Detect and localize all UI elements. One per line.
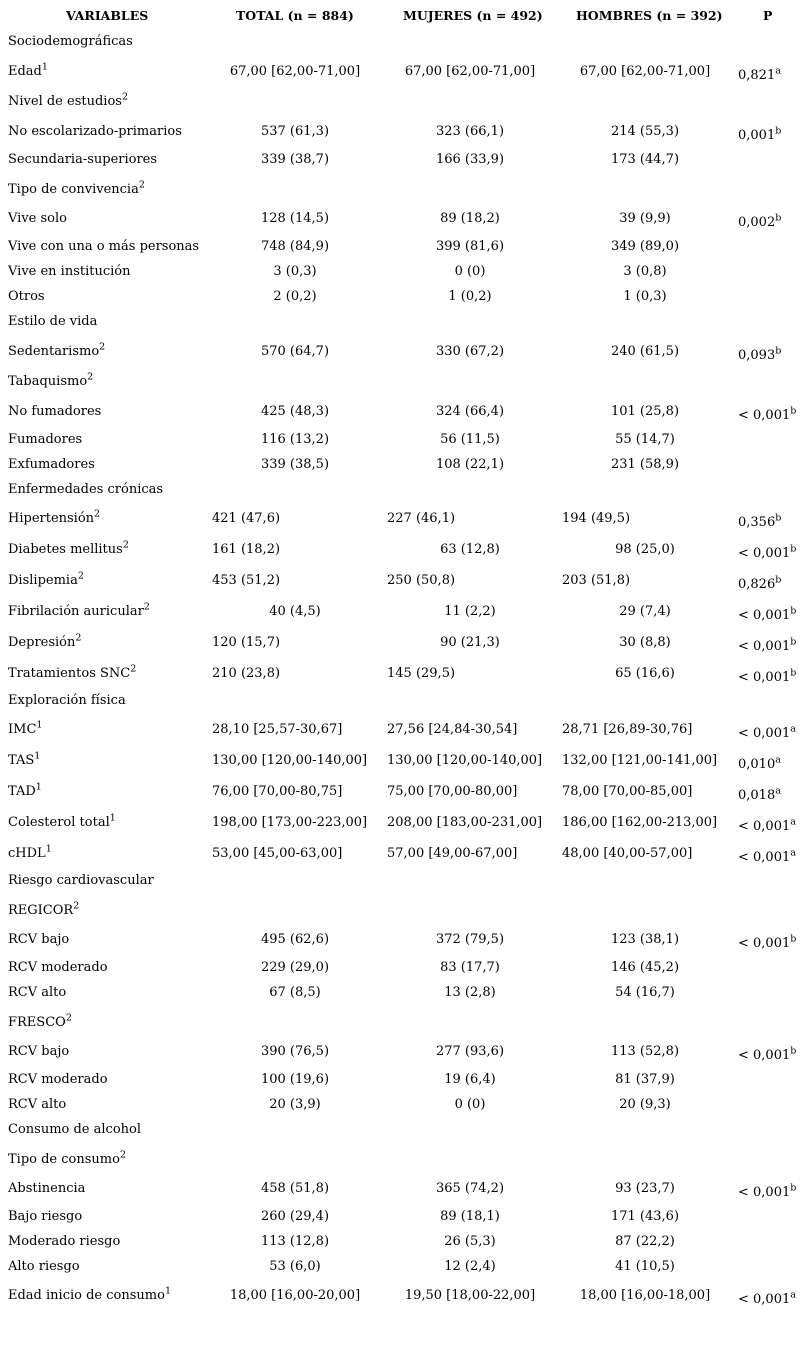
cell-mujeres: 0 (0) <box>454 1097 486 1112</box>
row-label: Tabaquismo$^2$ <box>8 371 94 389</box>
cell-hombres: 29 (7,4) <box>619 604 671 619</box>
cell-hombres: 87 (22,2) <box>615 1234 675 1249</box>
cell-total: 67,00 [62,00-71,00] <box>229 64 361 79</box>
cell-total: 53 (6,0) <box>269 1259 321 1274</box>
cell-mujeres: 27,56 [24,84-30,54] <box>387 722 518 737</box>
cell-mujeres: 19,50 [18,00-22,00] <box>404 1288 536 1303</box>
p-superscript: b <box>790 605 797 617</box>
table-row <box>0 871 807 891</box>
cell-mujeres: 83 (17,7) <box>440 960 500 975</box>
p-superscript: b <box>790 636 797 648</box>
p-superscript: b <box>790 543 797 555</box>
label-superscript: 1 <box>41 61 48 73</box>
cell-p-value: < 0,001$^a$ <box>738 1289 796 1307</box>
row-label: Edad$^1$ <box>8 61 48 79</box>
cell-total: 421 (47,6) <box>212 511 281 526</box>
cell-mujeres: 1 (0,2) <box>448 289 492 304</box>
label-superscript: 2 <box>121 91 128 103</box>
row-label: cHDL$^1$ <box>8 843 52 861</box>
cell-p-value: < 0,001$^a$ <box>738 847 796 865</box>
p-superscript: b <box>790 405 797 417</box>
cell-hombres: 39 (9,9) <box>619 211 671 226</box>
header-total: TOTAL (n = 884) <box>236 8 354 23</box>
table-row <box>0 180 807 200</box>
cell-p-value: < 0,001$^b$ <box>738 1182 797 1200</box>
cell-mujeres: 11 (2,2) <box>444 604 496 619</box>
label-superscript: 1 <box>36 719 43 731</box>
row-label: Moderado riesgo <box>8 1234 121 1249</box>
p-superscript: a <box>790 723 796 735</box>
row-label: Nivel de estudios$^2$ <box>8 91 128 109</box>
cell-p-value: < 0,001$^b$ <box>738 667 797 685</box>
table-row <box>0 958 807 978</box>
row-label: Alto riesgo <box>8 1259 80 1274</box>
label-superscript: 2 <box>99 341 106 353</box>
cell-hombres: 231 (58,9) <box>610 457 680 472</box>
cell-hombres: 194 (49,5) <box>562 511 631 526</box>
cell-hombres: 65 (16,6) <box>615 666 675 681</box>
table-row <box>0 782 807 802</box>
cell-p-value: < 0,001$^b$ <box>738 405 797 423</box>
cell-mujeres: 12 (2,4) <box>444 1259 496 1274</box>
table-row <box>0 844 807 864</box>
cell-hombres: 93 (23,7) <box>615 1181 675 1196</box>
cell-p-value: 0,018$^a$ <box>738 785 781 803</box>
header-mujeres: MUJERES (n = 492) <box>403 8 543 23</box>
row-label: Vive con una o más personas <box>8 239 200 254</box>
cell-mujeres: 365 (74,2) <box>435 1181 505 1196</box>
cell-mujeres: 323 (66,1) <box>435 124 505 139</box>
table-row <box>0 1207 807 1227</box>
cell-hombres: 28,71 [26,89-30,76] <box>562 722 693 737</box>
table-row <box>0 402 807 422</box>
row-label: FRESCO$^2$ <box>8 1012 72 1030</box>
cell-mujeres: 63 (12,8) <box>440 542 500 557</box>
table-row <box>0 1232 807 1252</box>
table-row <box>0 540 807 560</box>
row-label: Consumo de alcohol <box>8 1122 141 1137</box>
cell-hombres: 81 (37,9) <box>615 1072 675 1087</box>
cell-total: 20 (3,9) <box>269 1097 321 1112</box>
table-row <box>0 1150 807 1170</box>
table-row <box>0 312 807 332</box>
table-row <box>0 691 807 711</box>
table-row <box>0 1070 807 1090</box>
cell-mujeres: 89 (18,2) <box>440 211 500 226</box>
table-row <box>0 150 807 170</box>
row-label: Sociodemográficas <box>8 34 133 49</box>
label-superscript: 2 <box>77 570 84 582</box>
row-label: Depresión$^2$ <box>8 632 82 650</box>
row-label: IMC$^1$ <box>8 719 43 737</box>
cell-total: 425 (48,3) <box>260 404 330 419</box>
row-label: Secundaria-superiores <box>8 152 158 167</box>
cell-hombres: 132,00 [121,00-141,00] <box>562 753 718 768</box>
row-label: Vive en institución <box>8 264 131 279</box>
label-superscript: 1 <box>109 812 116 824</box>
p-superscript: a <box>790 816 796 828</box>
cell-total: 390 (76,5) <box>260 1044 330 1059</box>
table-row <box>0 122 807 142</box>
cell-total: 40 (4,5) <box>269 604 321 619</box>
table-row <box>0 62 807 82</box>
table-row <box>0 1120 807 1140</box>
row-label: Tipo de convivencia$^2$ <box>8 179 145 197</box>
table-row <box>0 1257 807 1277</box>
cell-total: 570 (64,7) <box>260 344 330 359</box>
cell-mujeres: 56 (11,5) <box>440 432 500 447</box>
cell-total: 2 (0,2) <box>273 289 317 304</box>
cell-total: 748 (84,9) <box>260 239 330 254</box>
row-label: Exfumadores <box>8 457 95 472</box>
table-row <box>0 1042 807 1062</box>
row-label: Hipertensión$^2$ <box>8 508 101 526</box>
cell-total: 161 (18,2) <box>212 542 281 557</box>
cell-p-value: 0,002$^b$ <box>738 212 782 230</box>
label-superscript: 2 <box>87 371 94 383</box>
cell-p-value: < 0,001$^b$ <box>738 605 797 623</box>
cell-hombres: 78,00 [70,00-85,00] <box>562 784 693 799</box>
cell-total: 260 (29,4) <box>260 1209 330 1224</box>
cell-hombres: 173 (44,7) <box>610 152 680 167</box>
cell-total: 53,00 [45,00-63,00] <box>212 846 343 861</box>
cell-hombres: 3 (0,8) <box>623 264 667 279</box>
table-row <box>0 1179 807 1199</box>
row-label: RCV alto <box>8 1097 67 1112</box>
cell-hombres: 54 (16,7) <box>615 985 675 1000</box>
row-label: Colesterol total$^1$ <box>8 812 116 830</box>
cell-total: 458 (51,8) <box>260 1181 330 1196</box>
cell-hombres: 48,00 [40,00-57,00] <box>562 846 693 861</box>
label-superscript: 1 <box>35 781 42 793</box>
cell-hombres: 55 (14,7) <box>615 432 675 447</box>
row-label: Abstinencia <box>8 1181 86 1196</box>
header-variables: VARIABLES <box>66 8 149 23</box>
cell-hombres: 20 (9,3) <box>619 1097 671 1112</box>
cell-p-value: < 0,001$^b$ <box>738 933 797 951</box>
cell-p-value: < 0,001$^b$ <box>738 1045 797 1063</box>
cell-total: 339 (38,5) <box>260 457 330 472</box>
p-superscript: a <box>775 785 781 797</box>
cell-total: 120 (15,7) <box>212 635 281 650</box>
p-superscript: b <box>790 1182 797 1194</box>
cell-total: 495 (62,6) <box>260 932 330 947</box>
p-superscript: b <box>775 512 782 524</box>
p-superscript: a <box>790 847 796 859</box>
cell-total: 76,00 [70,00-80,75] <box>212 784 343 799</box>
row-label: RCV bajo <box>8 1044 70 1059</box>
cell-mujeres: 324 (66,4) <box>435 404 505 419</box>
cell-mujeres: 227 (46,1) <box>387 511 456 526</box>
table-row <box>0 633 807 653</box>
p-superscript: b <box>790 667 797 679</box>
table-row <box>0 602 807 622</box>
table-row <box>0 664 807 684</box>
label-superscript: 2 <box>138 179 145 191</box>
label-superscript: 2 <box>75 632 82 644</box>
row-label: Edad inicio de consumo$^1$ <box>8 1285 171 1303</box>
table-row <box>0 720 807 740</box>
cell-total: 128 (14,5) <box>260 211 330 226</box>
row-label: TAD$^1$ <box>8 781 42 799</box>
cell-hombres: 146 (45,2) <box>610 960 680 975</box>
cell-total: 18,00 [16,00-20,00] <box>229 1288 361 1303</box>
cell-mujeres: 130,00 [120,00-140,00] <box>387 753 543 768</box>
row-label: Sedentarismo$^2$ <box>8 341 106 359</box>
cell-p-value: 0,356$^b$ <box>738 512 782 530</box>
cell-hombres: 98 (25,0) <box>615 542 675 557</box>
cell-total: 339 (38,7) <box>260 152 330 167</box>
label-superscript: 2 <box>73 900 80 912</box>
table-row <box>0 509 807 529</box>
cell-total: 113 (12,8) <box>260 1234 330 1249</box>
header-p: P <box>763 8 773 23</box>
cell-mujeres: 372 (79,5) <box>435 932 505 947</box>
cell-total: 28,10 [25,57-30,67] <box>212 722 343 737</box>
row-label: Otros <box>8 289 45 304</box>
cell-total: 210 (23,8) <box>212 666 281 681</box>
cell-p-value: 0,826$^b$ <box>738 574 782 592</box>
cell-mujeres: 75,00 [70,00-80,00] <box>387 784 518 799</box>
cell-p-value: 0,093$^b$ <box>738 345 782 363</box>
cell-hombres: 41 (10,5) <box>615 1259 675 1274</box>
cell-hombres: 1 (0,3) <box>623 289 667 304</box>
table-row <box>0 209 807 229</box>
label-superscript: 1 <box>164 1285 171 1297</box>
cell-mujeres: 19 (6,4) <box>444 1072 496 1087</box>
p-superscript: b <box>775 574 782 586</box>
cell-hombres: 101 (25,8) <box>610 404 680 419</box>
table-row <box>0 901 807 921</box>
row-label: RCV moderado <box>8 1072 108 1087</box>
cell-p-value: < 0,001$^a$ <box>738 723 796 741</box>
cell-hombres: 123 (38,1) <box>610 932 680 947</box>
p-superscript: b <box>775 212 782 224</box>
cell-hombres: 67,00 [62,00-71,00] <box>579 64 711 79</box>
cell-p-value: < 0,001$^b$ <box>738 543 797 561</box>
cell-mujeres: 0 (0) <box>454 264 486 279</box>
table-row <box>0 930 807 950</box>
cell-p-value: 0,821$^a$ <box>738 65 781 83</box>
p-superscript: b <box>790 1045 797 1057</box>
cell-total: 67 (8,5) <box>269 985 321 1000</box>
cell-mujeres: 108 (22,1) <box>435 457 505 472</box>
cell-mujeres: 13 (2,8) <box>444 985 496 1000</box>
cell-total: 130,00 [120,00-140,00] <box>212 753 368 768</box>
table-row <box>0 430 807 450</box>
p-superscript: b <box>775 125 782 137</box>
table-row <box>0 92 807 112</box>
row-label: REGICOR$^2$ <box>8 900 80 918</box>
table-row <box>0 480 807 500</box>
cell-p-value: 0,010$^a$ <box>738 754 781 772</box>
cell-total: 3 (0,3) <box>273 264 317 279</box>
cell-mujeres: 89 (18,1) <box>440 1209 500 1224</box>
cell-mujeres: 250 (50,8) <box>387 573 456 588</box>
cell-hombres: 18,00 [16,00-18,00] <box>579 1288 711 1303</box>
row-label: Exploración física <box>8 693 126 708</box>
cell-hombres: 30 (8,8) <box>619 635 671 650</box>
label-superscript: 2 <box>122 539 129 551</box>
row-label: No fumadores <box>8 404 102 419</box>
row-label: Bajo riesgo <box>8 1209 83 1224</box>
cell-mujeres: 145 (29,5) <box>387 666 456 681</box>
row-label: RCV bajo <box>8 932 70 947</box>
table-row <box>0 983 807 1003</box>
cell-hombres: 113 (52,8) <box>610 1044 680 1059</box>
cell-total: 100 (19,6) <box>260 1072 330 1087</box>
cell-mujeres: 399 (81,6) <box>435 239 505 254</box>
table-row <box>0 813 807 833</box>
row-label: Riesgo cardiovascular <box>8 873 154 888</box>
table-row <box>0 1095 807 1115</box>
cell-mujeres: 277 (93,6) <box>435 1044 505 1059</box>
cell-p-value: < 0,001$^a$ <box>738 816 796 834</box>
row-label: RCV moderado <box>8 960 108 975</box>
row-label: Vive solo <box>8 211 67 226</box>
cell-hombres: 240 (61,5) <box>610 344 680 359</box>
table-row <box>0 287 807 307</box>
cell-mujeres: 208,00 [183,00-231,00] <box>387 815 543 830</box>
cell-total: 198,00 [173,00-223,00] <box>212 815 368 830</box>
table-row <box>0 571 807 591</box>
cell-mujeres: 57,00 [49,00-67,00] <box>387 846 518 861</box>
row-label: Estilo de vida <box>8 314 98 329</box>
cell-mujeres: 90 (21,3) <box>440 635 500 650</box>
label-superscript: 1 <box>34 750 41 762</box>
label-superscript: 2 <box>119 1149 126 1161</box>
cell-total: 229 (29,0) <box>260 960 330 975</box>
cell-hombres: 349 (89,0) <box>610 239 680 254</box>
p-superscript: a <box>790 1289 796 1301</box>
row-label: RCV alto <box>8 985 67 1000</box>
cell-hombres: 171 (43,6) <box>610 1209 680 1224</box>
cell-mujeres: 26 (5,3) <box>444 1234 496 1249</box>
label-superscript: 2 <box>143 601 150 613</box>
cell-total: 453 (51,2) <box>212 573 281 588</box>
cell-hombres: 186,00 [162,00-213,00] <box>562 815 718 830</box>
table-row <box>0 262 807 282</box>
cell-total: 537 (61,3) <box>260 124 330 139</box>
table-row <box>0 1013 807 1033</box>
row-label: Tratamientos SNC$^2$ <box>8 663 137 681</box>
row-label: Dislipemia$^2$ <box>8 570 84 588</box>
cell-total: 116 (13,2) <box>260 432 330 447</box>
row-label: Fumadores <box>8 432 83 447</box>
label-superscript: 1 <box>45 843 52 855</box>
cell-mujeres: 166 (33,9) <box>435 152 505 167</box>
p-superscript: a <box>775 65 781 77</box>
table-row <box>0 372 807 392</box>
table-row <box>0 237 807 257</box>
header-hombres: HOMBRES (n = 392) <box>576 8 723 23</box>
table-row <box>0 1286 807 1306</box>
cell-p-value: < 0,001$^b$ <box>738 636 797 654</box>
p-superscript: a <box>775 754 781 766</box>
cell-p-value: 0,001$^b$ <box>738 125 782 143</box>
label-superscript: 2 <box>130 663 137 675</box>
table-row <box>0 455 807 475</box>
cell-hombres: 214 (55,3) <box>610 124 680 139</box>
table-row <box>0 32 807 52</box>
row-label: Enfermedades crónicas <box>8 482 164 497</box>
cell-hombres: 203 (51,8) <box>562 573 631 588</box>
row-label: Fibrilación auricular$^2$ <box>8 601 150 619</box>
cell-mujeres: 67,00 [62,00-71,00] <box>404 64 536 79</box>
row-label: Tipo de consumo$^2$ <box>8 1149 126 1167</box>
label-superscript: 2 <box>94 508 101 520</box>
row-label: TAS$^1$ <box>8 750 41 768</box>
row-label: No escolarizado-primarios <box>8 124 182 139</box>
row-label: Diabetes mellitus$^2$ <box>8 539 129 557</box>
p-superscript: b <box>790 933 797 945</box>
cell-mujeres: 330 (67,2) <box>435 344 505 359</box>
p-superscript: b <box>775 345 782 357</box>
label-superscript: 2 <box>65 1012 72 1024</box>
table-row <box>0 751 807 771</box>
table-row <box>0 342 807 362</box>
